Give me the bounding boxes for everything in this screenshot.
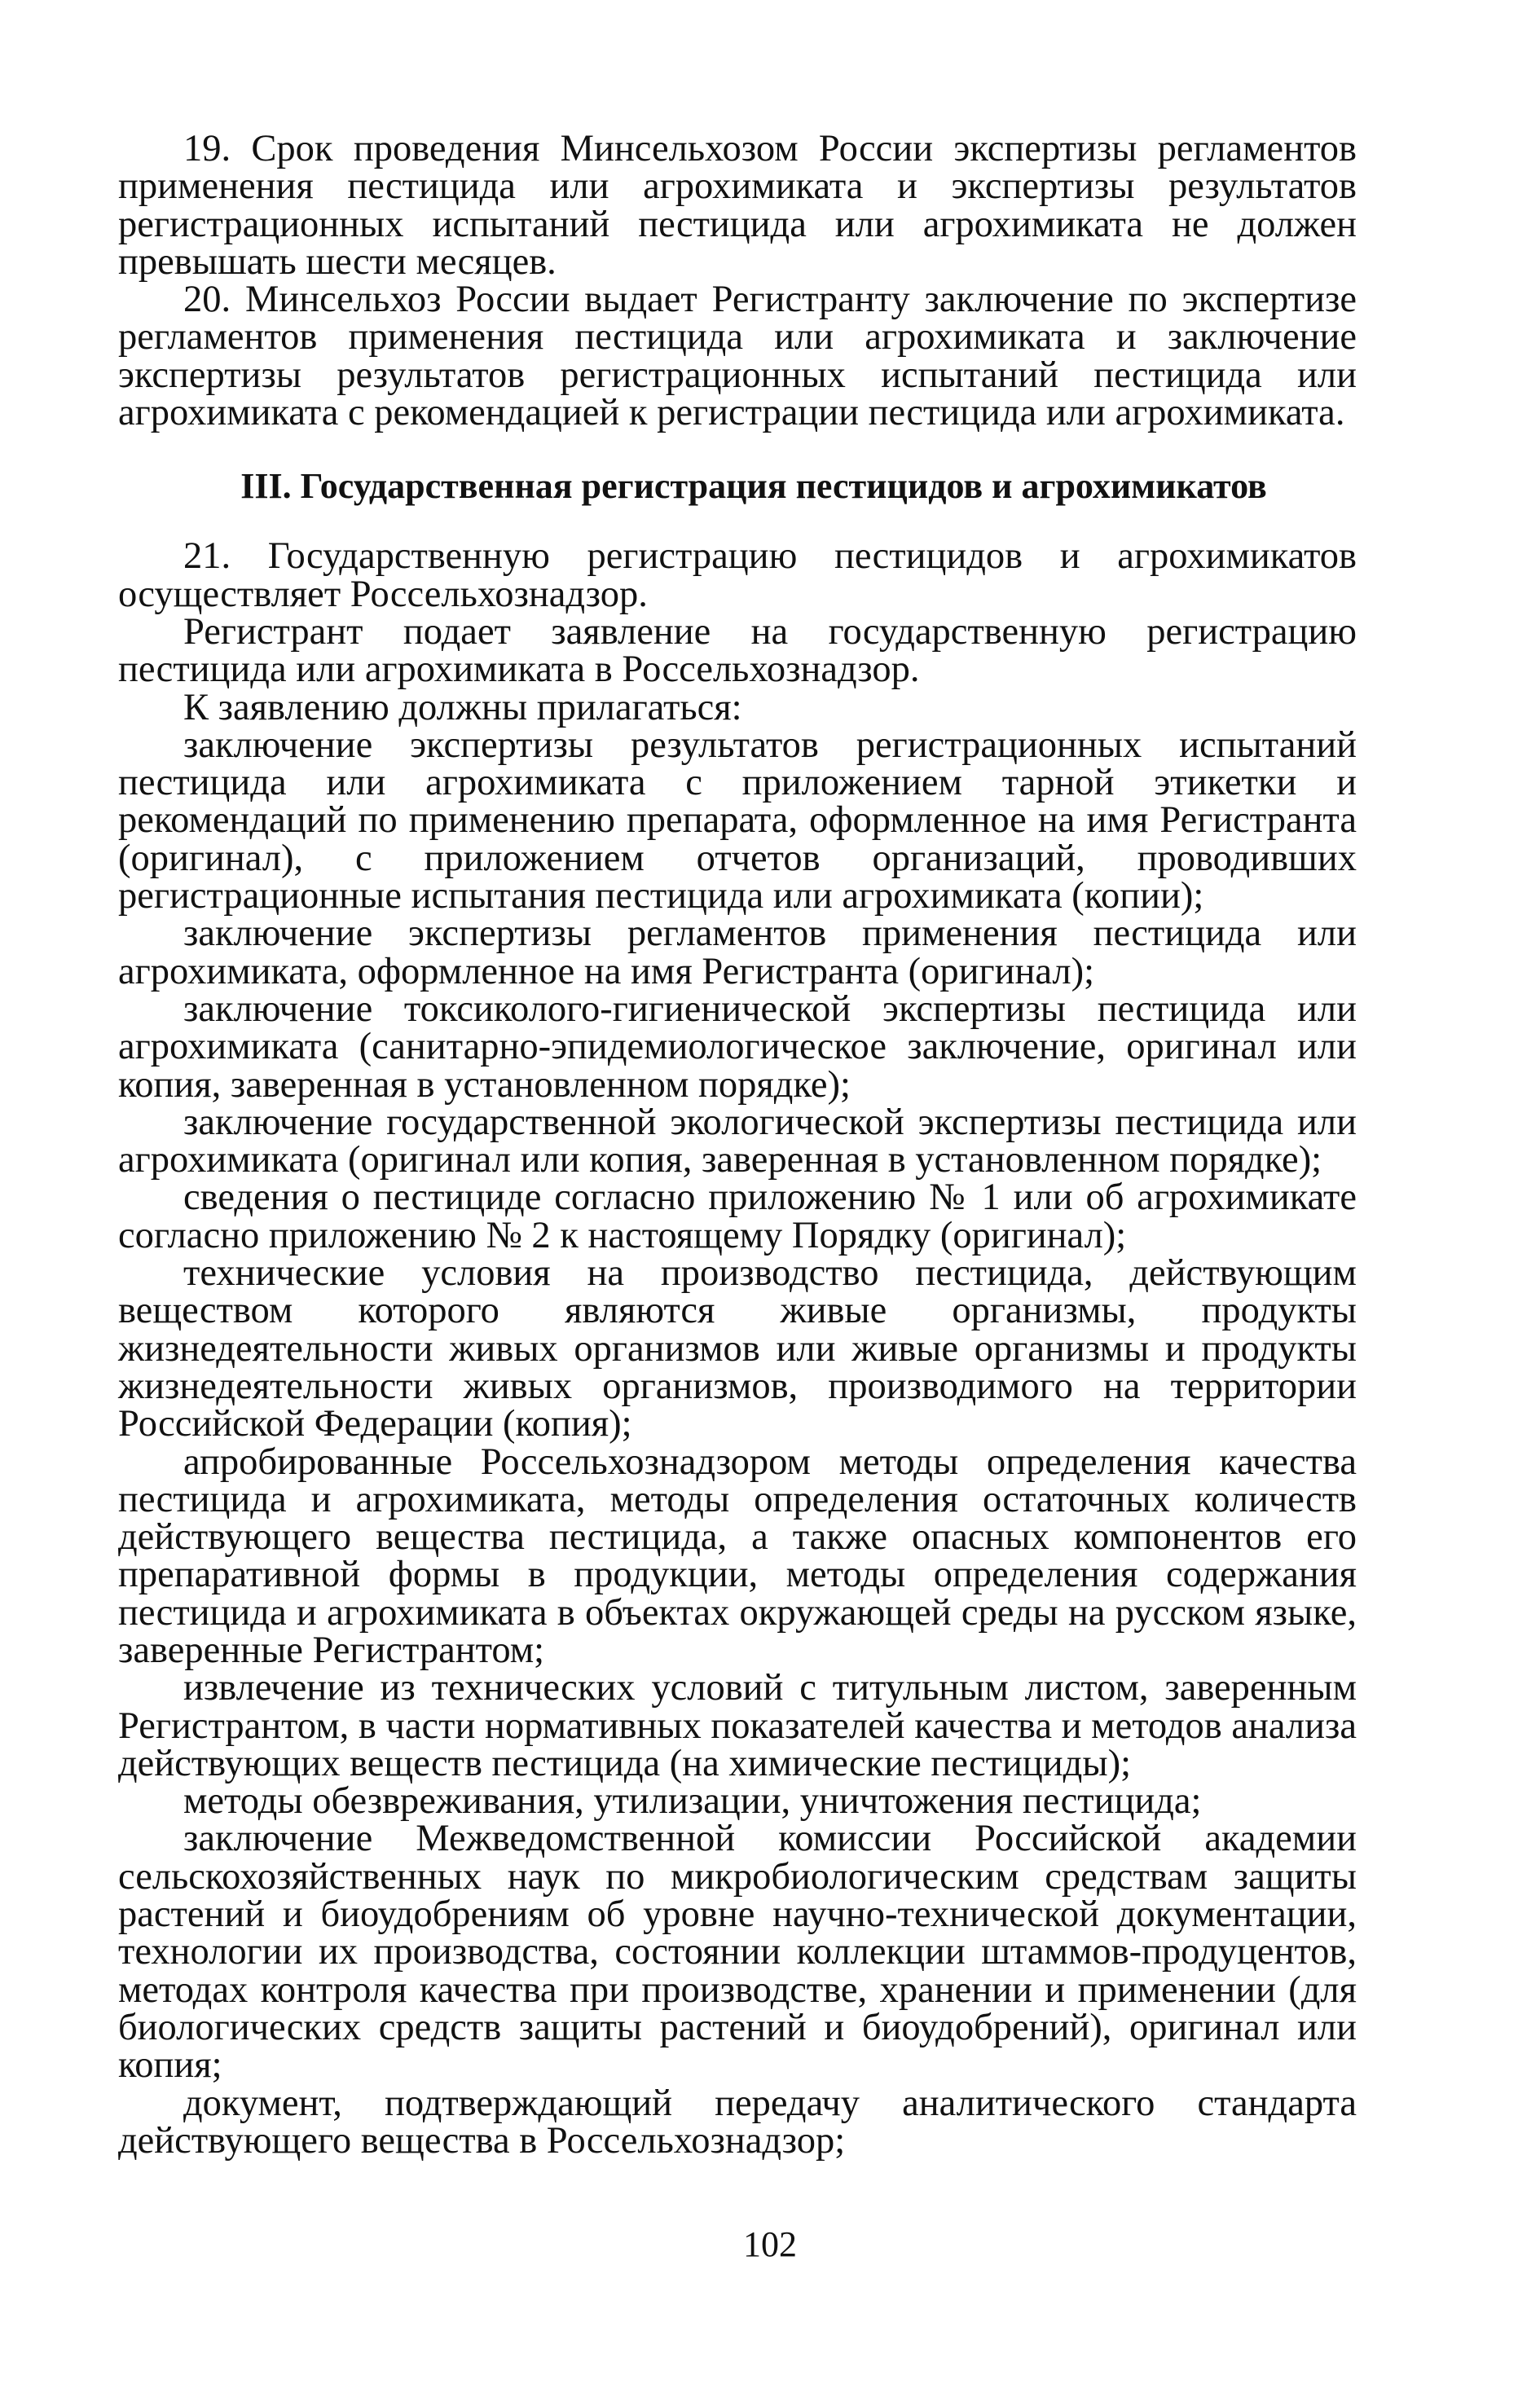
list-item-toxicology-conclusion: заключение токсиколого-гигиенической экспертизы пестицида или агрохимиката (санитарно-эпидемиологическое заключение, оригинал или копия, заверенная в установленном порядке); (118, 987, 1357, 1106)
list-item-analytical-standard: документ, подтверждающий передачу аналитического стандарта действующего вещества в Россельхознадзор; (118, 2082, 1357, 2162)
page-number: 102 (743, 2224, 797, 2264)
paragraph-19: 19. Срок проведения Минсельхозом России экспертизы регламентов применения пестицида или агрохимиката и экспертизы результатов регистрационных испытаний пестицида или агрохимиката не должен превышать шести месяцев. (118, 128, 1357, 283)
list-item-commission-conclusion: заключение Межведомственной комиссии Российской академии сельскохозяйственных наук по микробиологическим средствам защиты растений и биоудобрениям об уровне научно-технической документации, технологии их производства, состоянии коллекции штаммов-продуцентов, методах контроля качества при производстве, хранении и применении (для биологических средств защиты растений и биоудобрений), оригинал или копия; (118, 1818, 1357, 2087)
paragraph-registrant-application: Регистрант подает заявление на государственную регистрацию пестицида или агрохимиката в Россельхознадзор. (118, 610, 1357, 691)
list-item-registration-trials-conclusion: заключение экспертизы результатов регистрационных испытаний пестицида или агрохимиката с приложением тарной этикетки и рекомендаций по применению препарата, оформленное на имя Регистранта (оригинал), с приложением отчетов организаций, проводивших регистрационные испытания пестицида или агрохимиката (копии); (118, 724, 1357, 917)
paragraph-20: 20. Минсельхоз России выдает Регистранту заключение по экспертизе регламентов применения пестицида или агрохимиката и заключение экспертизы результатов регистрационных испытаний пестицида или агрохимиката с рекомендацией к регистрации пестицида или агрохимиката. (118, 279, 1357, 434)
list-item-pesticide-info: сведения о пестициде согласно приложению № 1 или об агрохимикате согласно приложению № 2 к настоящему Порядку (оригинал); (118, 1177, 1357, 1256)
section-title: III. Государственная регистрация пестицидов и агрохимикатов (240, 466, 1267, 507)
list-item-technical-conditions: технические условия на производство пестицида, действующим веществом которого являются живые организмы, продукты жизнедеятельности живых организмов или живые организмы и продукты жизнедеятельности живых организмов, производимого на территории Российской Федерации (копия); (118, 1252, 1357, 1445)
list-item-technical-extract: извлечение из технических условий с титульным листом, заверенным Регистрантом, в части нормативных показателей качества и методов анализа действующих веществ пестицида (на химические пестициды); (118, 1667, 1357, 1784)
paragraph-attachments-intro: К заявлению должны прилагаться: (183, 686, 742, 728)
list-item-ecology-conclusion: заключение государственной экологической экспертизы пестицида или агрохимиката (оригинал или копия, заверенная в установленном порядке); (118, 1101, 1357, 1181)
list-item-disposal-methods: методы обезвреживания, утилизации, уничтожения пестицида; (183, 1780, 1202, 1823)
document-page (118, 130, 1357, 2160)
list-item-analysis-methods: апробированные Россельхознадзором методы определения качества пестицида и агрохимиката, методы определения остаточных количеств действующего вещества пестицида, а также опасных компонентов его препаративной формы в продукции, методы определения содержания пестицида и агрохимиката в объектах окружающей среды на русском языке, заверенные Регистрантом; (118, 1441, 1357, 1671)
paragraph-21: 21. Государственную регистрацию пестицидов и агрохимикатов осуществляет Россельхознадзор. (118, 535, 1357, 615)
list-item-regulations-conclusion: заключение экспертизы регламентов применения пестицида или агрохимиката, оформленное на имя Регистранта (оригинал); (118, 913, 1357, 992)
